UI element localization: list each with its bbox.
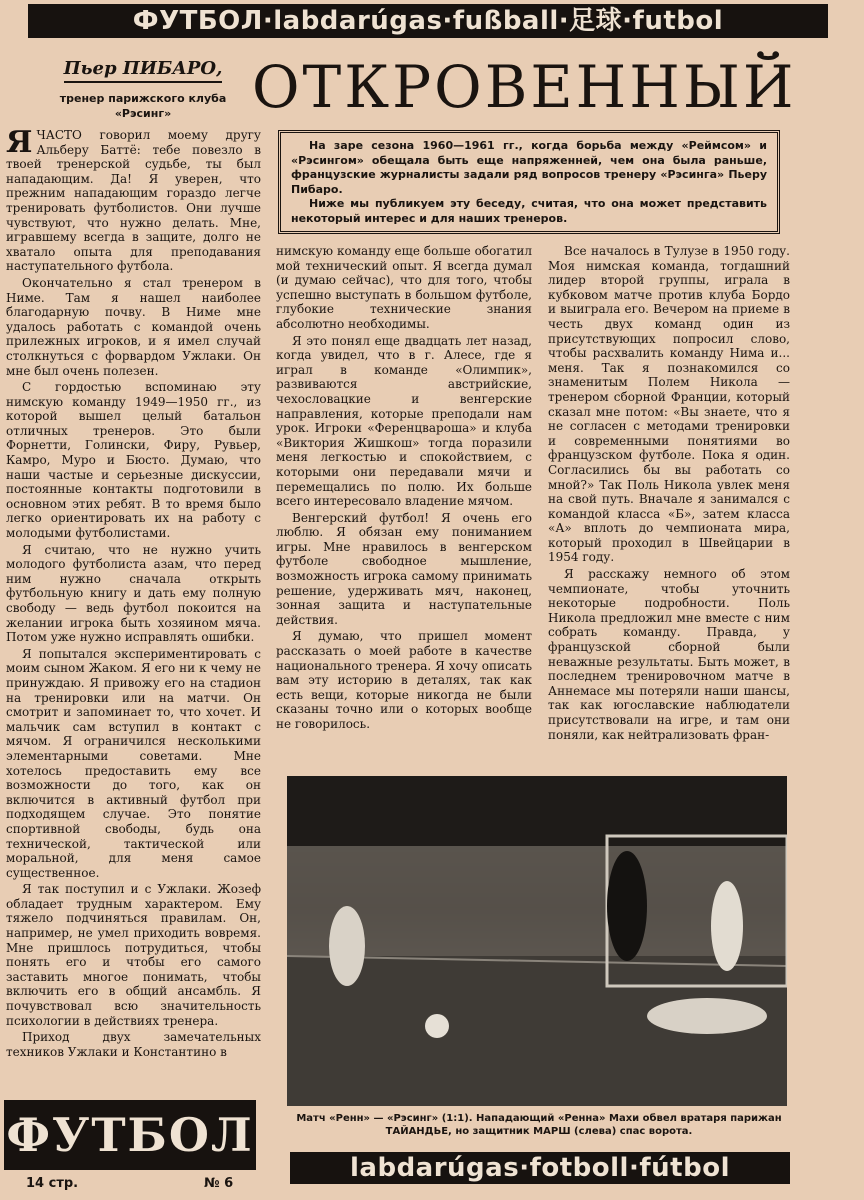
page-number: 14 стр. (26, 1176, 79, 1191)
paragraph: Я расскажу немного об этом чемпионате, чтобы уточнить некоторые подробности. Поль Никола предложил мне вместе с ним собрать команду. Правда, у французской сборной были неважные результаты. Быть может, в последнем тренировочном матче в Аннемасе мы потеряли наши шансы, так как югославские наблюдатели присутствовали на игре, и там они поняли, как нейтрализовать фран- (548, 567, 790, 742)
issue-number: № 6 (204, 1176, 234, 1191)
article-headline: ОТКРОВЕННЫЙ (252, 53, 797, 121)
paragraph: Я так поступил и с Ужлаки. Жозеф обладает трудным характером. Ему тяжело подчиняться правилам. Он, например, не умел приходить вовремя. Мне пришлось потрудиться, чтобы понять его и чтобы его самого заставить многое понимать, чтобы включить его в общий ансамбль. Я почувствовал всю значительность психологии в действиях тренера. (6, 882, 261, 1028)
paragraph (6, 128, 261, 274)
match-photo-illustration (287, 776, 787, 1106)
top-banner: ФУТБОЛ·labdarúgas·fußball·足球·futbol (28, 4, 828, 38)
text-column-2 (276, 244, 532, 764)
paragraph: С гордостью вспоминаю эту нимскую команду 1949—1950 гг., из которой вышел целый батальон отличных тренеров. Это были Форнетти, Голински, Фиру, Рувьер, Камро, Муро и Бюсто. Думаю, что наши частые и серьезные дискуссии, постоянные контакты подготовили в основном этих ребят. В то время было легко ориентировать их на работу с молодыми футболистами. (6, 380, 261, 541)
paragraph-text: ЧАСТО говорил моему другу Альберу Баттё: тебе повезло в твоей тренерской судьбе, ты был нападающим. Да! Я уверен, что прежним нападающим гораздо легче тренировать футболистов. Они лучше чувствуют, что нужно делать. Мне, игравшему всегда в защите, долго не хватало опыта для преподавания наступательного футбола. (6, 128, 261, 274)
author-name: Пьер ПИБАРО, (64, 58, 223, 83)
paragraph: Я это понял еще двадцать лет назад, когда увидел, что в г. Алесе, где я играл в команде «Олимпик», развиваются австрийские, чехословацкие и венгерские направления, которые преподали нам урок. Игроки «Ференцвароша» и клуба «Виктория Жишкош» тогда поразили меня легкостью и спокойствием, с которыми они передавали мячи и перемещались по полю. Их больше всего интересовало владение мячом. (276, 333, 532, 509)
intro-paragraph: На заре сезона 1960—1961 гг., когда борьба между «Реймсом» и «Рэсингом» обещала быть еще напряженней, чем она была раньше, французские журналисты задали ряд вопросов тренеру «Рэсинга» Пьеру Пибаро. (291, 139, 767, 196)
dropcap: Я (6, 128, 33, 160)
author-role: тренер парижского клуба «Рэсинг» (59, 92, 227, 120)
text-column-3 (548, 244, 790, 764)
photo-caption: Матч «Ренн» — «Рэсинг» (1:1). Нападающий «Ренна» Махи обвел вратаря парижан ТАЙАНДЬЕ, но защитник МАРШ (слева) спас ворота. (296, 1113, 782, 1137)
author-block (38, 58, 248, 121)
intro-box (278, 130, 780, 234)
bottom-banner: labdarúgas·fotboll·fútbol (290, 1152, 790, 1184)
text-column-1 (6, 128, 261, 1073)
paragraph: Я думаю, что пришел момент рассказать о моей работе в качестве национального тренера. Я хочу описать вам эту историю в деталях, так как есть вещи, которые никогда не были сказаны точно или о которых вообще не говорилось. (276, 629, 532, 731)
paragraph: Я считаю, что не нужно учить молодого футболиста азам, что перед ним нужно сначала открыть футбольную книгу и дать ему полную свободу — ведь футбол покоится на желании игрока быть хозяином мяча. Потом уже нужно исправлять ошибки. (6, 542, 261, 645)
paragraph: Все началось в Тулузе в 1950 году. Моя нимская команда, тогдашний лидер второй группы, играла в кубковом матче против клуба Бордо и выиграла его. Вечером на приеме в честь двух команд один из присутствующих попросил слово, чтобы расхвалить команду Нима и... меня. Так я познакомился со знаменитым Полем Никола — тренером сборной Франции, который сказал мне потом: «Вы знаете, что я не согласен с методами тренировки и современными понятиями во французском футболе. Пока я один. Согласились бы вы работать со мной?» Так Поль Никола увлек меня на свой путь. Вначале я занимался с командой класса «Б», затем класса «А» вплоть до чемпионата мира, который проходил в Швейцарии в 1954 году. (548, 244, 790, 565)
magazine-logo: ФУТБОЛ (4, 1100, 256, 1170)
paragraph: Окончательно я стал тренером в Ниме. Там я нашел наиболее благодарную почву. В Ниме мне удалось работать с командой очень прилежных игроков, и я имел случай столкнуться с форвардом Ужлаки. Он мне был очень полезен. (6, 275, 261, 378)
match-photo (287, 776, 787, 1106)
paragraph: Я попытался экспериментировать с моим сыном Жаком. Я его ни к чему не принуждаю. Я привожу его на стадион на тренировки или на матчи. Он смотрит и запоминает то, что хочет. И мальчик сам вступил в контакт с мячом. Я ограничился несколькими элементарными советами. Мне хотелось предоставить ему все возможности до того, как он включится в активный футбол при подходящем случае. Это понятие спортивной свободы, будь она технической, тактической или моральной, для меня самое существенное. (6, 646, 261, 880)
paragraph: Приход двух замечательных техников Ужлаки и Константино в (6, 1030, 261, 1059)
paragraph: нимскую команду еще больше обогатил мой технический опыт. Я всегда думал (и думаю сейчас), что для того, чтобы успешно выступать в большом футболе, глубокие технические знания абсолютно необходимы. (276, 244, 532, 331)
intro-paragraph: Ниже мы публикуем эту беседу, считая, что она может представить некоторый интерес и для наших тренеров. (291, 197, 767, 225)
paragraph: Венгерский футбол! Я очень его люблю. Я обязан ему пониманием игры. Мне нравилось в венгерском футболе свободное мышление, возможность игрока самому принимать решение, удерживать мяч, наконец, зонная защита и наступательные действия. (276, 510, 532, 627)
